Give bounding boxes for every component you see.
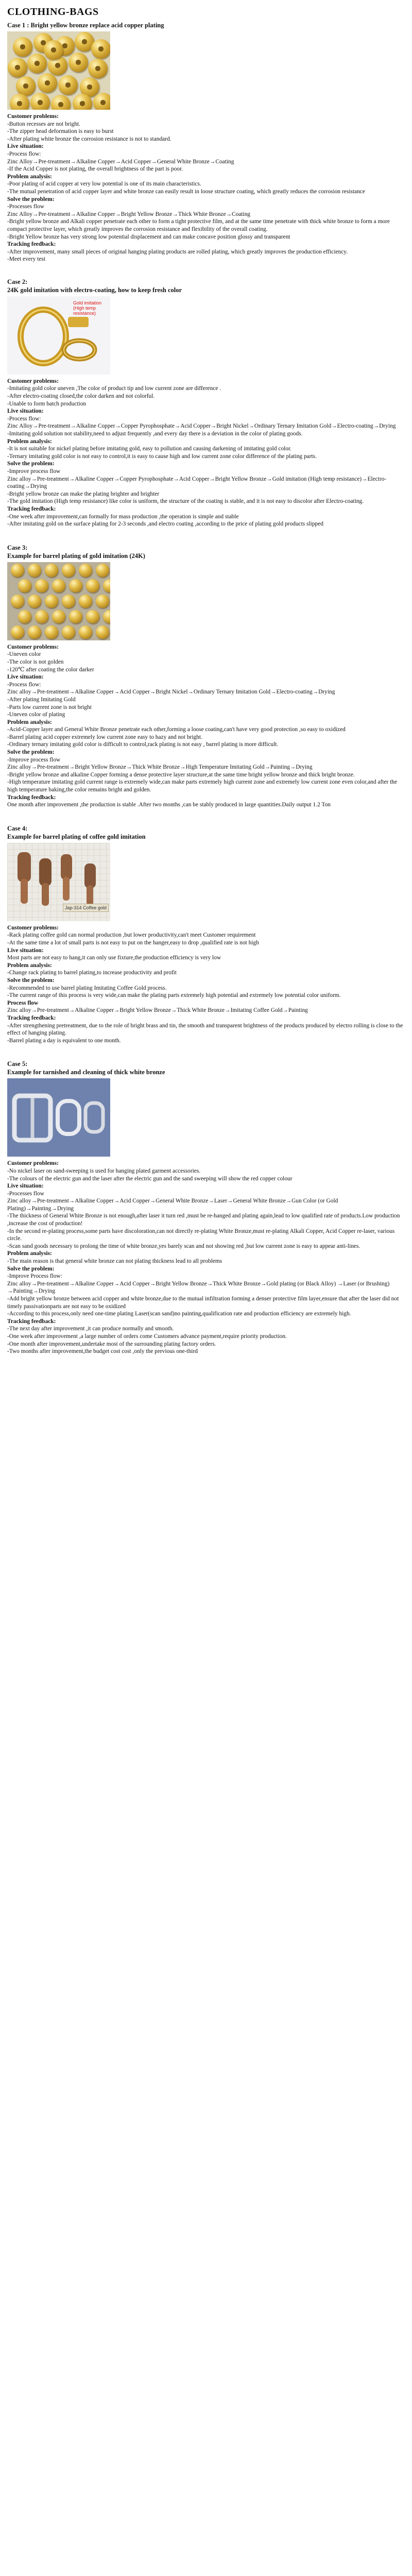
gold-button <box>44 40 63 60</box>
text-line: -Barrel plating acid copper extremely low current zone easy to hazy and not bright. <box>7 734 202 740</box>
text-line: -After electro-coating closed,the color darken and not colorful. <box>7 393 155 400</box>
text-line: -The colours of the electric gun and the laser after the electric gun and the sand sweeping will show the red copper colour <box>7 1175 293 1182</box>
text-line: -The mutual penetration of acid copper layer and white bronze can easily result in loose structure coating, which greatly reduces the corrosion resistance <box>7 188 365 195</box>
gold-cap <box>52 610 65 623</box>
text-line: -Change rack plating to barrel plating,to increase productivity and profit <box>7 970 177 976</box>
gold-cap <box>18 610 31 623</box>
tag-code: Jap-314 <box>65 905 82 910</box>
gold-cap <box>69 579 82 592</box>
text-line: -Ordinary ternary imitating gold color is difficult to control,rack plating is not easy , barrel plating is more difficult. <box>7 741 279 748</box>
text-line: -Process flow: <box>7 415 41 422</box>
case-subheading: 24K gold imitation with electro-coating, how to keep fresh color <box>7 286 182 294</box>
text-line: -The color is not golden <box>7 658 64 665</box>
metal-buckles-photo <box>7 1078 110 1157</box>
case-heading: Case 1 : Bright yellow bronze replace acid copper plating <box>7 22 164 29</box>
case-body <box>7 378 406 528</box>
text-line: -Unable to form batch production <box>7 400 87 407</box>
text-line: -Recommended to use barrel plating Imitating Coffee Gold process. <box>7 985 167 991</box>
text-line: -Rack plating coffee gold can normal production ,but lower productivity,can't meet Customer requirement <box>7 932 256 939</box>
section-heading: Problem analysis: <box>7 438 52 445</box>
case-heading: Case 5: <box>7 1060 28 1068</box>
text-line: -One week after improvement ,a large number of orders come Customers advance payment,require priority production. <box>7 1333 287 1340</box>
text-line: -Bright yellow bronze and alkaline Copper forming a dense protective layer structure,at the same time bright yellow bronze and thick bright bronze. <box>7 771 355 778</box>
case-1 <box>7 21 406 263</box>
text-line: -Two months after improvement,the budget cost cost ,only the previous one-third <box>7 1348 198 1355</box>
gold-button <box>27 54 47 73</box>
section-heading: Problem analysis: <box>7 173 52 180</box>
text-line: Zinc alloy→Pre-treatment→Alkaline Copper→Acid Copper→General White Bronze→Laser→General White Bronze→Gun Color (or Gold Plating)→Painting→Drying <box>7 1198 338 1212</box>
text-line: Zinc alloy→Pre-treatment→Alkaline Copper→Acid Copper→Bright Nickel→Ordinary Ternary Imitation Gold→Electro-coating→Drying <box>7 689 335 696</box>
gold-cap <box>103 610 110 623</box>
gold-buttons-photo <box>7 31 110 110</box>
text-line: -Add bright yellow bronze between acid copper and white bronze,due to the mutual infiltration forming a denser protective film layer,ensure that after the laser did not timely passivationparts are not easy to be oxidized <box>7 1296 399 1310</box>
gold-cap <box>11 564 24 577</box>
text-line: -Acid-Copper layer and General White Bronze penetrate each other,forming a loose coating,can't have very good protection ,so easy to oxidized <box>7 726 346 733</box>
text-line: One month after improvement ,the production is stable .After two months ,can be stably produced in large quantities.Daily output 1.2 Ton <box>7 802 331 808</box>
gold-cap <box>103 579 110 592</box>
text-line: -The zipper head deformation is easy to burst <box>7 128 114 135</box>
text-line: -Process flow: <box>7 150 41 157</box>
case-4 <box>7 824 406 1045</box>
text-line: Zinc Alloy→Pre-treatment→Alkaline Copper→Bright Yellow Bronze→Thick White Bronze→Coating <box>7 211 251 217</box>
sample-tag <box>63 904 109 912</box>
gold-cap <box>28 564 41 577</box>
text-line: -The current range of this process is very wide,can make the plating parts extremely high potential and extremely low potential color uniform. <box>7 992 341 999</box>
section-heading: Problem analysis: <box>7 962 52 969</box>
section-heading: Problem analysis: <box>7 1250 52 1257</box>
gold-button <box>93 93 110 110</box>
gold-cap <box>18 579 31 592</box>
gold-button <box>10 94 29 110</box>
gold-rings-photo <box>7 296 110 375</box>
text-line: -One month after improvement,undertake most of the surrounding plating factory orders. <box>7 1341 216 1347</box>
section-heading: Tracking feedback: <box>7 1318 56 1325</box>
section-heading: Live situation: <box>7 947 44 954</box>
gold-cap <box>35 610 48 623</box>
case-3 <box>7 544 406 809</box>
text-line: -Imitating gold solution not stability,need to adjust frequently ,and every day there is a deviation in the color of plating goods. <box>7 431 303 437</box>
text-line: -Meet every test <box>7 256 46 263</box>
section-heading: Live situation: <box>7 1183 44 1190</box>
text-line: -Bright Yellow bronze has very strong low potential displacement and can make concave position glossy and transparent <box>7 233 290 240</box>
text-line: Zinc alloy→Pre-treatment→Alkaline Copper→Bright Yellow Bronze→Thick White Bronze→Imitating Coffee Gold→Painting <box>7 1007 308 1014</box>
text-line: -The main reason is that general white bronze can not plating thickness lead to all problems <box>7 1258 222 1265</box>
tag-label: Coffee gold <box>81 905 107 910</box>
text-line: -After plating Imitating Gold <box>7 696 76 703</box>
gold-cap <box>79 564 92 577</box>
text-line: -After strengthening pretreatment, due to the role of bright brass and tin, the smooth and transparent brightness of the products produced by electro rolling is close to the effect of hanging plating. <box>7 1022 403 1037</box>
case-subheading: Example for barrel plating of coffee gold imitation <box>7 833 146 840</box>
section-heading: Customer problems: <box>7 378 59 384</box>
text-line: Most parts are not easy to hang,it can only use fixture,the production efficiency is very low <box>7 955 221 961</box>
text-line: -One week after improvement,can formally for mass production ,the operation is simple and stable <box>7 513 239 520</box>
gold-cap <box>11 625 24 639</box>
text-line: -At the same time a lot of small parts is not easy to put on the hanger,easy to drop ,qualified rate is not high <box>7 940 259 946</box>
gold-cap <box>96 595 109 608</box>
gold-caps-photo <box>7 562 110 640</box>
case-body <box>7 1160 406 1355</box>
text-line: -Processes flow <box>7 1190 44 1197</box>
text-line: -Barrel plating a day is equivalent to one month. <box>7 1037 121 1044</box>
text-line: -Improve process flow <box>7 468 61 474</box>
section-heading: Tracking feedback: <box>7 794 56 801</box>
text-line: -The next day after improvement ,it can produce normally and smooth. <box>7 1326 174 1332</box>
text-line: -Improve Process flow: <box>7 1273 62 1280</box>
text-line: Zinc alloy→Pre-treatment→Alkaline Copper→Acid Copper→Bright Yellow Bronze→Thick White Bronze→Gold plating (or Black Alloy) →Laser (or Brushing) →Painting→Drying <box>7 1280 390 1295</box>
section-heading: Live situation: <box>7 143 44 150</box>
section-heading: Customer problems: <box>7 924 59 931</box>
text-line: -Scan sand goods necessary to prolong the time of white bronze,yes barely scan and not showing red ,but low current zone is easy to appear anti-lines. <box>7 1243 360 1249</box>
gold-cap <box>86 610 99 623</box>
gold-cap <box>62 625 75 639</box>
text-line: -Button recesses are not bright. <box>7 121 81 127</box>
section-heading: Customer problems: <box>7 643 59 650</box>
gold-cap <box>96 625 109 639</box>
case-subheading: Example for barrel plating of gold imitation (24K) <box>7 552 145 560</box>
gold-cap <box>45 564 58 577</box>
zipper-sliders-photo <box>7 843 110 921</box>
section-heading: Live situation: <box>7 408 44 415</box>
text-line: -Parts low current zone is not bright <box>7 704 92 710</box>
gold-cap <box>11 595 24 608</box>
text-line: -Process flow: <box>7 681 41 688</box>
text-line: -Uneven color of plating <box>7 711 65 718</box>
section-heading: Tracking feedback: <box>7 505 56 512</box>
gold-button <box>73 94 92 110</box>
text-line: -After improvement, many small pieces of original hanging plating products are rolled plating, which greatly improves the production efficiency. <box>7 248 348 255</box>
text-line: Zinc Alloy→Pre-treatment→Alkaline Copper→Copper Pyrophosphate→Acid Copper→Bright Nickel→Ordinary Ternary Imitation Gold→Electro-coating→Drying <box>7 423 396 430</box>
section-heading: Tracking feedback: <box>7 241 56 248</box>
gold-cap <box>45 595 58 608</box>
gold-button <box>88 59 108 78</box>
photo-annotation: Gold imitation (High temp resistance) <box>73 300 102 316</box>
case-heading: Case 3: <box>7 544 28 551</box>
text-line: -High temperature imitating gold current range is extremely wide,can make parts extremely high current zone and extremely low current zone even color,and after the high temperature baking,the color remains bright and golden. <box>7 779 398 793</box>
gold-cap <box>79 625 92 639</box>
text-line: -Bright yellow bronze can make the plating brighter and brighter <box>7 490 160 497</box>
case-subheading: Example for tarnished and cleaning of thick white bronze <box>7 1069 165 1076</box>
section-heading: Process flow <box>7 999 39 1006</box>
text-line: -Ternary imitating gold color is not easy to control,it is easy to cause high and low current zone color difference of the plating parts. <box>7 453 317 460</box>
case-body <box>7 113 406 263</box>
gold-cap <box>28 625 41 639</box>
section-heading: Solve the problem: <box>7 749 55 756</box>
gold-cap <box>35 579 48 592</box>
section-heading: Solve the problem: <box>7 977 55 984</box>
gold-cap <box>28 595 41 608</box>
case-heading: Case 4: <box>7 824 28 832</box>
gold-button <box>8 58 27 77</box>
gold-button <box>13 37 32 57</box>
gold-button <box>58 75 78 95</box>
case-body <box>7 643 406 809</box>
section-heading: Customer problems: <box>7 113 59 120</box>
text-line: -It is not suitable for nickel plating before imitating gold, easy to pollution and causing darkening of imitating gold color. <box>7 446 292 452</box>
text-line: -The thickness of General White Bronze is not enough,after laser it turn red ,must be re-hanged and plating again,lead to low qualified rate of products.Low production ,increase the cost of production! <box>7 1213 400 1227</box>
text-line: -No nickel laser on sand-sweeping is used for hanging plated garment accessories. <box>7 1167 201 1174</box>
gold-button <box>51 95 71 110</box>
case-heading: Case 2: <box>7 278 28 285</box>
text-line: -Processes flow <box>7 204 44 210</box>
gold-cap <box>79 595 92 608</box>
text-line: -Improve process flow <box>7 756 61 763</box>
text-line: -The gold imitation (High temp resistance) like color is uniform, the structure of the coating is stable, and it is not easy to discolor after Electro-coating. <box>7 498 364 505</box>
gold-cap <box>52 579 65 592</box>
gold-cap <box>45 625 58 639</box>
section-heading: Live situation: <box>7 674 44 681</box>
text-line: Zinc alloy→Pre-treatment→Alkaline Copper→Copper Pyrophosphate→Acid Copper→Bright Yellow Bronze→Gold imitation (High temp resistance)→Electro-coating→Drying <box>7 476 387 490</box>
gold-button <box>38 73 57 93</box>
case-body <box>7 924 406 1045</box>
gold-cap <box>62 595 75 608</box>
gold-button <box>91 39 110 59</box>
text-line: -In the second re-plating process,some parts have discoloration,can not directly re-plating White Bronze,must re-plating Alkali Copper, Acid Copper re-laser, various circle. <box>7 1228 395 1242</box>
gold-cap <box>86 579 99 592</box>
text-line: -Bright yellow bronze and Alkali copper penetrate each other to form a tight protective film, and at the same time penetrate with thick white bronze to form a more compact protective layer, which greatly improves the corrosion resistance and flexibility of the overall coating. <box>7 218 390 232</box>
section-heading: Solve the problem: <box>7 196 55 202</box>
text-line: -According to this process,only need one-time plating Laser(scan sand)no painting,qualification rate and production efficiency are extremely high. <box>7 1311 351 1317</box>
case-5 <box>7 1060 406 1355</box>
text-line: -After imitating gold on the surface plating for 2-3 seconds ,and electro coating ,according to the price of plating gold products slipped <box>7 521 323 528</box>
metal-buckles-illustration <box>7 1078 110 1157</box>
gold-button <box>68 53 88 72</box>
gold-cap <box>62 564 75 577</box>
gold-cap <box>96 564 109 577</box>
page-title: CLOTHING-BAGS <box>7 6 99 18</box>
text-line: Zinc alloy→Pre-treatment→Bright Yellow Bronze→Thick White Bronze→High Temperature Imitating Gold→Painting→Drying <box>7 764 313 771</box>
gold-cap <box>69 610 82 623</box>
text-line: -After plating white bronze the corrosion resistance is not to standard. <box>7 135 171 142</box>
text-line: -Imitating gold color uneven ,The color of product tip and low current zone are difference . <box>7 385 221 392</box>
text-line: -Poor plating of acid copper at very low potential is one of its main characteristics. <box>7 181 201 188</box>
text-line: -Uneven color <box>7 651 41 658</box>
section-heading: Tracking feedback: <box>7 1014 56 1021</box>
text-line: -If the Acid Copper is not plating, the overall brightness of the part is poor. <box>7 166 183 173</box>
gold-button <box>30 93 50 110</box>
gold-button <box>16 76 36 96</box>
section-heading: Customer problems: <box>7 1160 59 1167</box>
text-line: Zinc Alloy→Pre-treatment→Alkaline Copper→Acid Copper→General White Bronze→Coating <box>7 158 234 165</box>
case-2 <box>7 278 406 528</box>
section-heading: Problem analysis: <box>7 719 52 725</box>
section-heading: Solve the problem: <box>7 1265 55 1272</box>
section-heading: Solve the problem: <box>7 461 55 467</box>
text-line: -120℃ after coating the color darker <box>7 666 94 673</box>
